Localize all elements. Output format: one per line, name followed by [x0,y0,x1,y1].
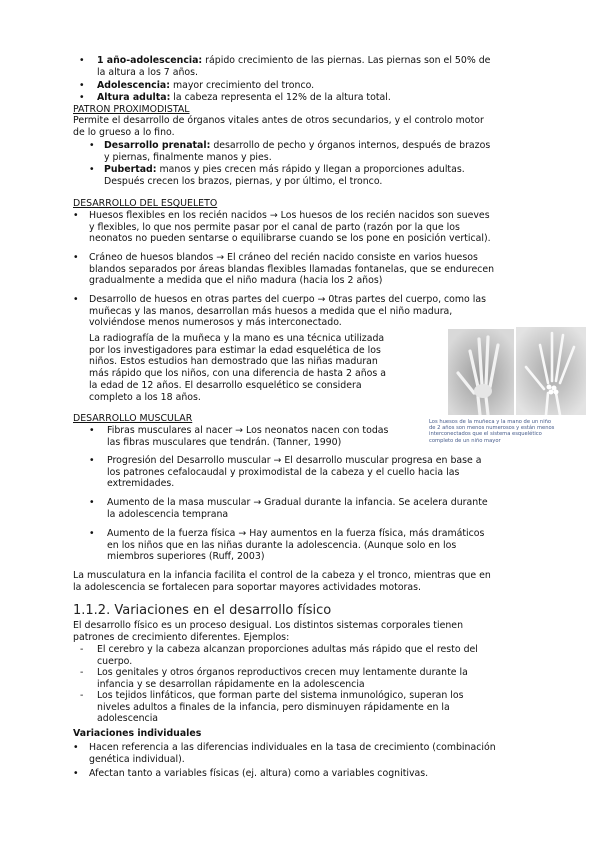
list-item: Los tejidos linfáticos, que forman parte del sistema inmunológico, superan los niveles adultos a finales de la infancia, pero disminuyen rápidamente en la adolescencia [97,690,464,725]
list-item: Afectan tanto a variables físicas (ej. altura) como a variables cognitivas. [89,768,429,779]
term: 1 año-adolescencia: [97,55,203,66]
dash: - [80,667,84,678]
hand-xray-image [448,327,586,415]
list-item: Altura adulta: la cabeza representa el 12% de la altura total. [97,92,391,103]
muscular-closing-paragraph: La musculatura en la infancia facilita el control de la cabeza y el tronco, mientras que en la adolescencia se fortalecen para soportar mayores actividades motoras. [73,570,491,593]
list-item: Aumento de la fuerza física → Hay aumentos en la fuerza física, más dramáticos en los niños que en las niñas durante la adolescencia. (Aunque solo en los miembros superiores (Ruff, 2003) [107,528,485,563]
bullet: • [89,497,95,508]
list-item: Fibras musculares al nacer → Los neonatos nacen con todas las fibras musculares que tendrán. (Tanner, 1990) [107,425,389,448]
section-title-esqueleto: DESARROLLO DEL ESQUELETO [73,198,218,209]
bullet: • [89,164,95,175]
list-item: El cerebro y la cabeza alcanzan proporciones adultas más rápido que el resto del cuerpo. [97,644,478,667]
bullet: • [79,92,85,103]
subheading-variaciones: Variaciones individuales [73,728,202,739]
dash: - [80,690,84,701]
dash: - [80,644,84,655]
radiography-paragraph: La radiografía de la muñeca y la mano es una técnica utilizada por los investigadores para estimar la edad esquelética de los niños. Estos estudios han demostrado que las niñas maduran más rápido que los niños, con una diferencia de hasta 2 años a la edad de 12 años. El desarrollo esquelético se considera completo a los 18 años. [89,333,387,403]
list-item: Desarrollo prenatal: desarrollo de pecho y órganos internos, después de brazos y piernas, finalmente manos y pies. [104,140,491,163]
bullet: • [89,425,95,436]
bullet: • [73,252,79,263]
list-item: Pubertad: manos y pies crecen más rápido y llegan a proporciones adultas. Después crecen los brazos, piernas, y por último, el tronco. [104,164,465,187]
hand-xray-figure [448,327,586,415]
section-title-patron: PATRON PROXIMODISTAL [73,104,190,115]
bullet: • [89,140,95,151]
list-item: Progresión del Desarrollo muscular → El desarrollo muscular progresa en base a los patrones cefalocaudal y proximodistal de la cabeza y el cuello hacia las extremidades. [107,455,482,490]
list-item: Adolescencia: mayor crecimiento del tronco. [97,80,315,91]
bullet: • [73,742,79,753]
list-item: Hacen referencia a las diferencias individuales en la tasa de crecimiento (combinación genética individual). [89,742,496,765]
section-title-muscular: DESARROLLO MUSCULAR [73,413,193,424]
list-item: Huesos flexibles en los recién nacidos → Los huesos de los recién nacidos son sueves y flexibles, lo que nos permite pasar por el canal de parto (razón por la que los neonatos no pueden sentarse o equilibrarse cuando se los pone en posición vertical). [89,210,491,245]
section-heading-112: 1.1.2. Variaciones en el desarrollo físico [73,603,332,618]
list-item: Los genitales y otros órganos reproductivos crecen muy lentamente durante la infancia y se desarrollan rápidamente en la adolescencia [97,667,468,690]
list-item: Desarrollo de huesos en otras partes del cuerpo → 0tras partes del cuerpo, como las muñecas y las manos, desarrollan más huesos a medida que el niño madura, volviéndose menos numerosos y más interconectado. [89,294,486,329]
list-item: Aumento de la masa muscular → Gradual durante la infancia. Se acelera durante la adolescencia temprana [107,497,488,520]
patron-paragraph: Permite el desarrollo de órganos vitales antes de otros secundarios, y el controlo motor de lo grueso a lo fino. [73,115,484,138]
bullet: • [73,768,79,779]
list-item: Cráneo de huesos blandos → El cráneo del recién nacido consiste en varios huesos blandos separados por áreas blandas flexibles llamadas fontanelas, que se endurecen gradualmente a medida que el niño madura (hacia los 2 años) [89,252,495,287]
bullet: • [79,80,85,91]
bullet: • [73,294,79,305]
figure-caption: Los huesos de la muñeca y la mano de un niño de 2 años son menos numerosos y están menos interconectados que el sistema esquelético completo de un niño mayor [429,419,555,444]
list-item: 1 año-adolescencia: rápido crecimiento de las piernas. Las piernas son el 50% de la altura a los 7 años. [97,55,491,78]
bullet: • [79,55,85,66]
intro-paragraph: El desarrollo físico es un proceso desigual. Los distintos sistemas corporales tienen patrones de crecimiento diferentes. Ejemplos: [73,620,464,643]
bullet: • [89,528,95,539]
bullet: • [73,210,79,221]
term: Altura adulta: [97,92,171,103]
bullet: • [89,455,95,466]
term: Adolescencia: [97,80,170,91]
